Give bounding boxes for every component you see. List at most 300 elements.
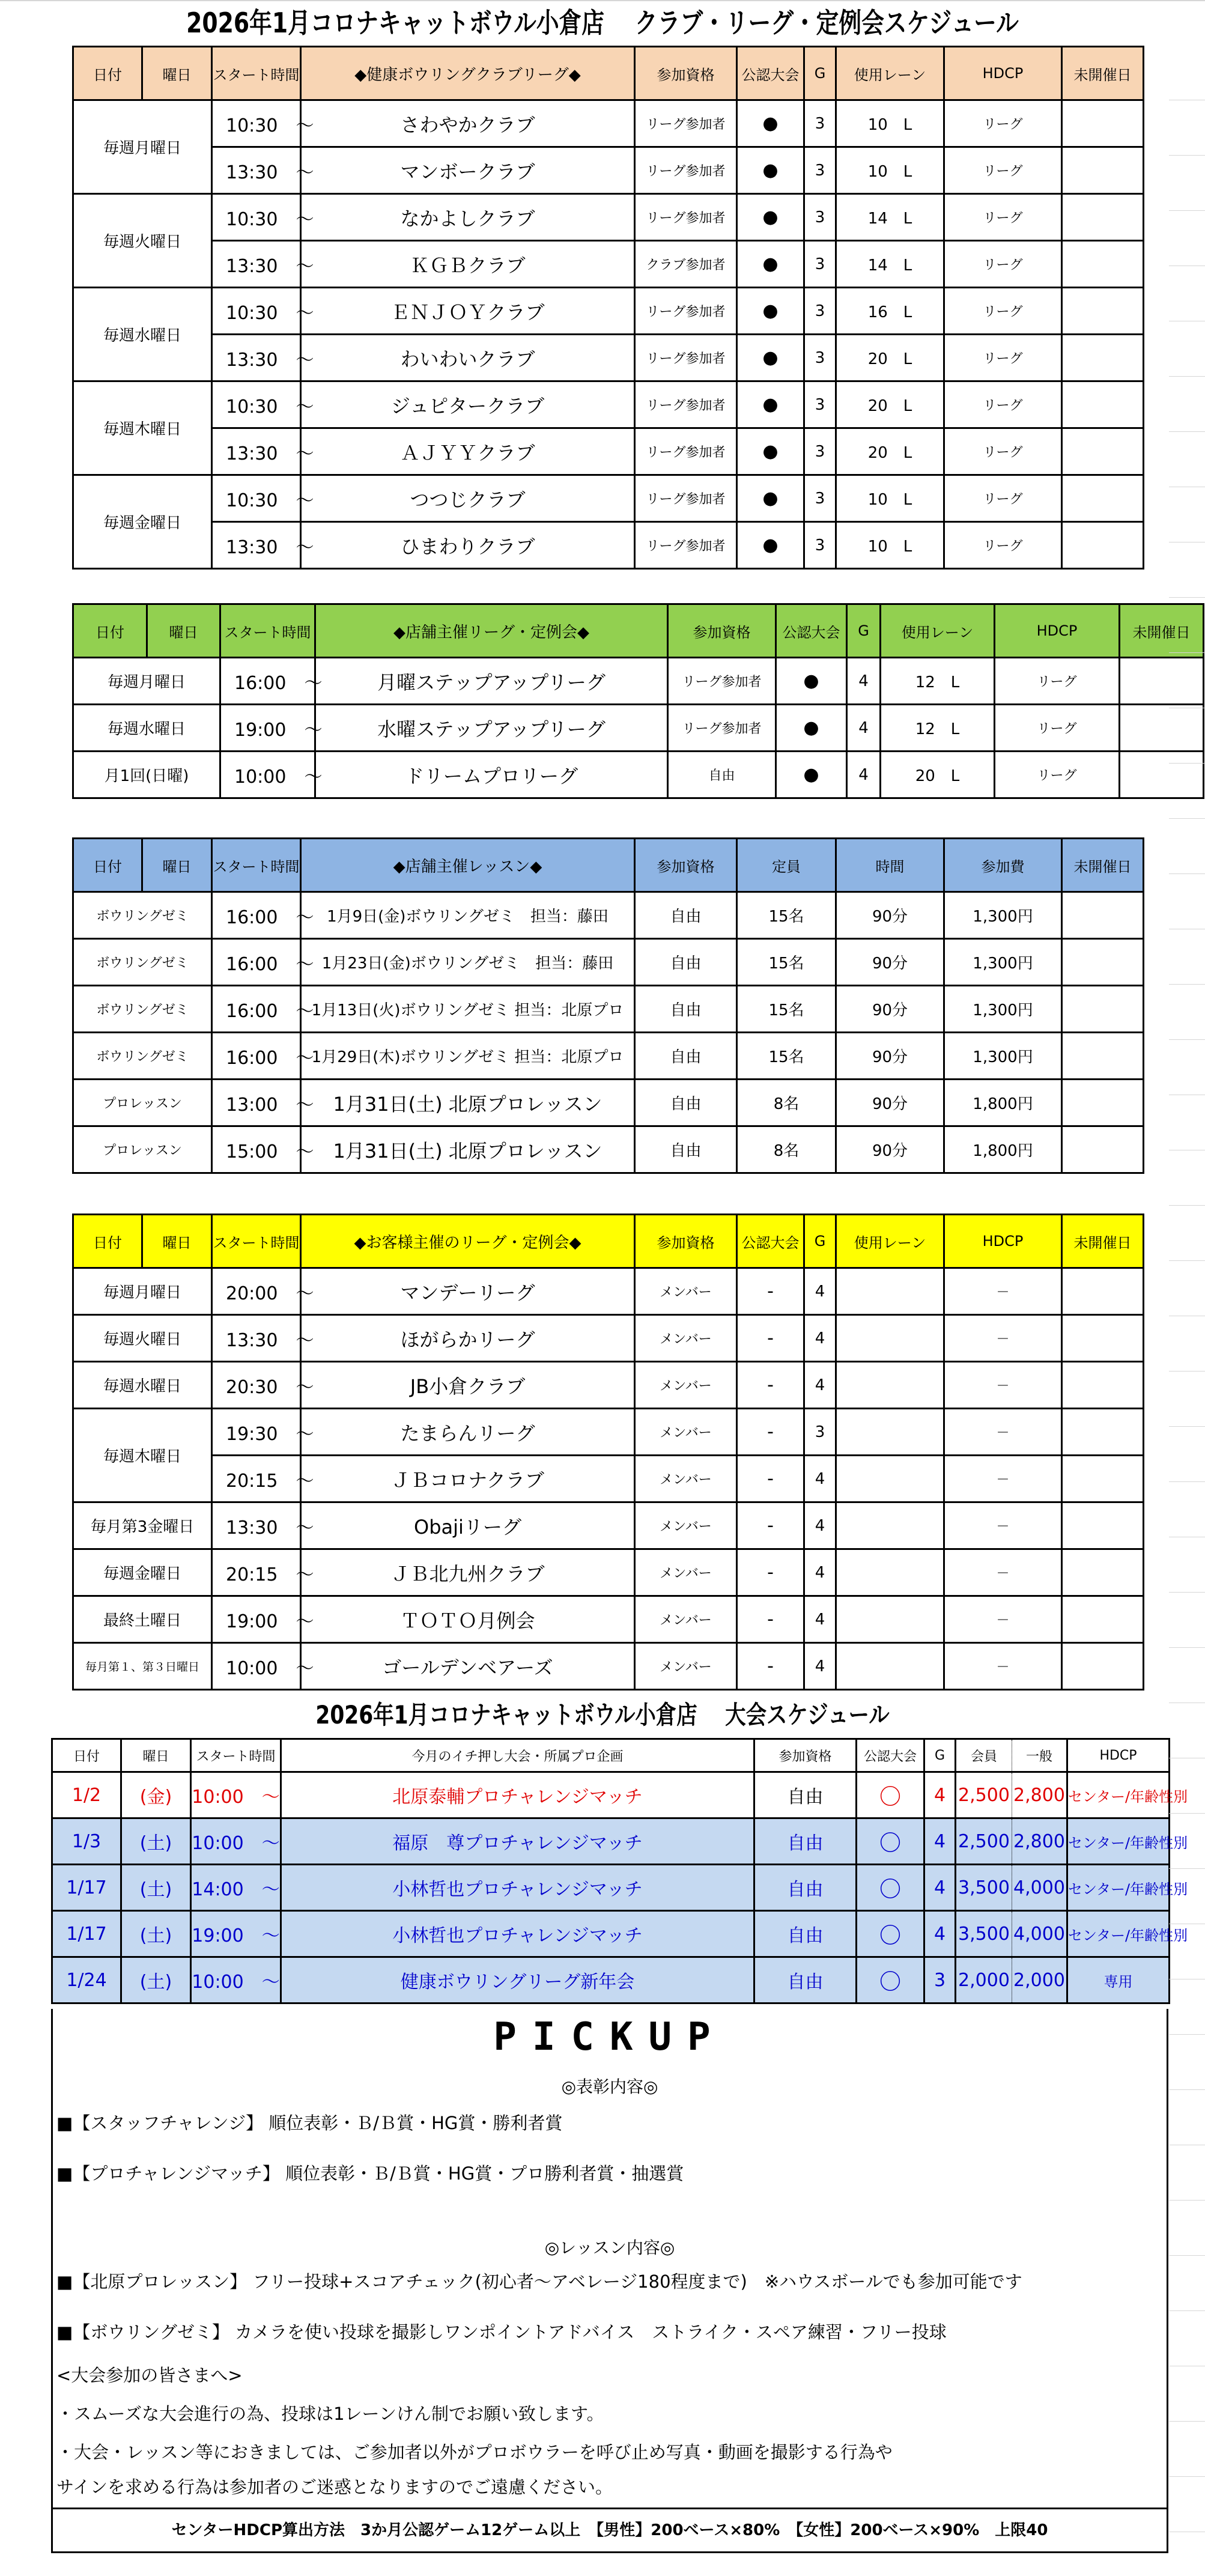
gridline-mark [1169, 1371, 1205, 1372]
customer-league-table [72, 1214, 1144, 1690]
lesson-name: 1月13日(火)ボウリングゼミ 担当：北原プロ [301, 986, 635, 1033]
col-lanes: 使用レーン [881, 604, 995, 658]
unheld-date [1062, 1033, 1144, 1080]
member-fee: 3,500 [956, 1911, 1012, 1957]
col-duration: 時間 [836, 839, 944, 892]
hdcp: リーグ [944, 100, 1062, 147]
hdcp: リーグ [944, 335, 1062, 381]
event-name: 小林哲也プロチャレンジマッチ [281, 1865, 754, 1911]
lesson-name: 1月31日(土) 北原プロレッスン [301, 1080, 635, 1126]
unheld-date [1062, 1409, 1144, 1456]
pickup-title: PICKUP [493, 2015, 726, 2059]
table-row [73, 658, 1204, 705]
club-name: ＡＪＹＹクラブ [301, 428, 635, 475]
unheld-date [1062, 1268, 1144, 1315]
weekday-cell: 毎週木曜日 [73, 1409, 212, 1502]
hdcp: － [944, 1456, 1062, 1502]
games: 3 [804, 475, 836, 522]
start-time: 13:30 ～ [212, 522, 301, 569]
awards-heading: ◎表彰内容◎ [561, 2077, 658, 2097]
section-title: ◆店舗主催レッスン◆ [301, 839, 635, 892]
start-time: 19:00 ～ [220, 705, 315, 752]
league-name: ＪＢコロナクラブ [301, 1456, 635, 1502]
table-row [73, 522, 1144, 569]
table-row [73, 1502, 1144, 1549]
qualification: リーグ参加者 [635, 335, 737, 381]
lanes: 10 L [836, 147, 944, 194]
gridline-mark [1169, 1205, 1205, 1206]
col-hdcp: HDCP [944, 1215, 1062, 1268]
games: 4 [924, 1865, 956, 1911]
start-time: 20:30 ～ [212, 1362, 301, 1409]
start-time: 10:30 ～ [212, 194, 301, 241]
lanes: 12 L [881, 658, 995, 705]
qualification: リーグ参加者 [668, 705, 776, 752]
table-row [73, 428, 1144, 475]
weekday-cell: 毎週水曜日 [73, 705, 220, 752]
duration: 90分 [836, 1080, 944, 1126]
start-time: 13:30 ～ [212, 428, 301, 475]
games: 4 [804, 1596, 836, 1643]
start-time: 13:30 ～ [212, 1502, 301, 1549]
notice-heading: <大会参加の皆さまへ> [56, 2365, 243, 2386]
event-date: 1/24 [52, 1957, 121, 2003]
league-name: たまらんリーグ [301, 1409, 635, 1456]
gridline-mark [1169, 597, 1205, 598]
capacity: 15名 [737, 1033, 836, 1080]
col-games: G [804, 47, 836, 100]
weekday-cell: 毎月第１、第３日曜日 [73, 1643, 212, 1690]
lanes: 20 L [881, 752, 995, 798]
duration: 90分 [836, 892, 944, 939]
hdcp: リーグ [995, 658, 1120, 705]
event-name: 北原泰輔プロチャレンジマッチ [281, 1772, 754, 1818]
col-games: G [804, 1215, 836, 1268]
event-weekday: (土) [121, 1818, 191, 1865]
member-fee: 2,500 [956, 1818, 1012, 1865]
official-mark: 〇 [857, 1957, 924, 2003]
table-row [73, 705, 1204, 752]
start-time: 10:00 ～ [220, 752, 315, 798]
club-name: わいわいクラブ [301, 335, 635, 381]
table-row [73, 147, 1144, 194]
lanes: 12 L [881, 705, 995, 752]
fee: 1,800円 [944, 1126, 1062, 1173]
qualification: 自由 [754, 1911, 857, 1957]
capacity: 15名 [737, 939, 836, 986]
unheld-date [1062, 335, 1144, 381]
table-row [73, 1315, 1144, 1362]
qualification: リーグ参加者 [635, 147, 737, 194]
club-name: ＥＮＪＯＹクラブ [301, 288, 635, 335]
tournament-row [52, 1818, 1170, 1865]
col-date: 日付 [73, 604, 147, 658]
games: 3 [804, 1409, 836, 1456]
tournament-row [52, 1772, 1170, 1818]
games: 4 [924, 1818, 956, 1865]
gridline-mark [1169, 1868, 1205, 1869]
lanes: 10 L [836, 522, 944, 569]
club-name: さわやかクラブ [301, 100, 635, 147]
club-name: ジュピタークラブ [301, 381, 635, 428]
qualification: 自由 [635, 1080, 737, 1126]
general-fee: 2,800 [1012, 1772, 1067, 1818]
hdcp: リーグ [995, 705, 1120, 752]
lanes: 20 L [836, 335, 944, 381]
hdcp: リーグ [995, 752, 1120, 798]
hdcp: リーグ [944, 147, 1062, 194]
qualification: リーグ参加者 [668, 658, 776, 705]
official-mark: ● [776, 752, 847, 798]
fee: 1,300円 [944, 892, 1062, 939]
section-title: ◆店舗主催リーグ・定例会◆ [315, 604, 668, 658]
lesson-name: 1月29日(木)ボウリングゼミ 担当：北原プロ [301, 1033, 635, 1080]
duration: 90分 [836, 1033, 944, 1080]
start-time: 19:00 ～ [212, 1596, 301, 1643]
games: 4 [924, 1772, 956, 1818]
col-hdcp: HDCP [995, 604, 1120, 658]
capacity: 15名 [737, 892, 836, 939]
col-games: G [847, 604, 881, 658]
lanes: 14 L [836, 194, 944, 241]
club-league-table [72, 46, 1144, 570]
hdcp: － [944, 1643, 1062, 1690]
games: 4 [804, 1362, 836, 1409]
league-name: ゴールデンベアーズ [301, 1643, 635, 1690]
hdcp: － [944, 1315, 1062, 1362]
unheld-date [1062, 241, 1144, 288]
col-qualification: 参加資格 [635, 1215, 737, 1268]
col-start-time: スタート時間 [220, 604, 315, 658]
tournament-row [52, 1957, 1170, 2003]
gridline-mark [1169, 763, 1205, 764]
table-row [73, 752, 1204, 798]
official-mark: - [737, 1502, 804, 1549]
col-official: 公認大会 [776, 604, 847, 658]
gridline-mark [1169, 155, 1205, 156]
club-name: ひまわりクラブ [301, 522, 635, 569]
start-time: 16:00 ～ [220, 658, 315, 705]
hdcp-footer: センターHDCP算出方法 3か月公認ゲーム12ゲーム以上 【男性】200ベース×80% 【女性】200ベース×90% 上限40 [53, 2508, 1167, 2551]
start-time: 19:30 ～ [212, 1409, 301, 1456]
gridline-mark [1169, 652, 1205, 653]
games: 4 [804, 1502, 836, 1549]
league-name: ほがらかリーグ [301, 1315, 635, 1362]
col-games: G [924, 1739, 956, 1772]
general-fee: 2,000 [1012, 1957, 1067, 2003]
games: 3 [804, 381, 836, 428]
event-date: 1/17 [52, 1911, 121, 1957]
col-member-fee: 会員 [956, 1739, 1012, 1772]
col-start-time: スタート時間 [212, 839, 301, 892]
games: 3 [924, 1957, 956, 2003]
league-name: Obajiリーグ [301, 1502, 635, 1549]
event-date: 1/3 [52, 1818, 121, 1865]
col-event: 今月のイチ押し大会・所属プロ企画 [281, 1739, 754, 1772]
club-name: なかよしクラブ [301, 194, 635, 241]
official-mark: ● [776, 705, 847, 752]
col-general-fee: 一般 [1012, 1739, 1067, 1772]
official-mark: 〇 [857, 1865, 924, 1911]
gridline-mark [1169, 984, 1205, 985]
qualification: メンバー [635, 1596, 737, 1643]
games: 4 [924, 1911, 956, 1957]
start-time: 10:30 ～ [212, 100, 301, 147]
gridline-mark [1169, 210, 1205, 211]
start-time: 13:30 ～ [212, 335, 301, 381]
games: 3 [804, 428, 836, 475]
lesson-type: ボウリングゼミ [73, 939, 212, 986]
lanes: 14 L [836, 241, 944, 288]
col-unheld: 未開催日 [1062, 1215, 1144, 1268]
games: 4 [847, 752, 881, 798]
start-time: 13:30 ～ [212, 1315, 301, 1362]
qualification: メンバー [635, 1315, 737, 1362]
lesson-type: ボウリングゼミ [73, 1033, 212, 1080]
unheld-date [1062, 1502, 1144, 1549]
table-row [73, 1409, 1144, 1456]
official-mark: - [737, 1643, 804, 1690]
gridline-mark [1169, 376, 1205, 377]
general-fee: 4,000 [1012, 1911, 1067, 1957]
header-row [73, 47, 1144, 100]
col-qualification: 参加資格 [635, 839, 737, 892]
club-name: ＫＧＢクラブ [301, 241, 635, 288]
start-time: 10:00 ～ [191, 1772, 281, 1818]
games: 4 [804, 1643, 836, 1690]
hdcp: － [944, 1362, 1062, 1409]
official-mark: - [737, 1596, 804, 1643]
unheld-date [1062, 1080, 1144, 1126]
col-weekday: 曜日 [142, 1215, 212, 1268]
start-time: 13:00 ～ [212, 1080, 301, 1126]
lanes [836, 1456, 944, 1502]
league-name: マンデーリーグ [301, 1268, 635, 1315]
official-mark: - [737, 1549, 804, 1596]
weekday-cell: 月1回(日曜) [73, 752, 220, 798]
lesson-type: ボウリングゼミ [73, 986, 212, 1033]
gridline-mark [1169, 1481, 1205, 1482]
qualification: メンバー [635, 1409, 737, 1456]
lesson-type: プロレッスン [73, 1080, 212, 1126]
gridline-mark [1169, 2421, 1205, 2422]
official-mark: - [737, 1362, 804, 1409]
gridline-mark [1169, 1039, 1205, 1040]
pickup-box [51, 2009, 1168, 2553]
table-row [73, 335, 1144, 381]
event-weekday: (土) [121, 1911, 191, 1957]
col-weekday: 曜日 [142, 47, 212, 100]
lanes [836, 1268, 944, 1315]
weekday-cell: 毎週月曜日 [73, 100, 212, 194]
event-weekday: (土) [121, 1957, 191, 2003]
hdcp: センター/年齢性別 [1067, 1772, 1170, 1818]
table-row [73, 1126, 1144, 1173]
hdcp: リーグ [944, 428, 1062, 475]
games: 3 [804, 100, 836, 147]
event-weekday: (土) [121, 1865, 191, 1911]
table-row [73, 939, 1144, 986]
qualification: リーグ参加者 [635, 475, 737, 522]
lesson-line: ■【北原プロレッスン】 フリー投球+スコアチェック(初心者～アベレージ180程度まで) ※ハウスボールでも参加可能です [56, 2271, 1022, 2292]
qualification: リーグ参加者 [635, 100, 737, 147]
league-name: ＪＢ北九州クラブ [301, 1549, 635, 1596]
lanes [836, 1409, 944, 1456]
header-row [73, 839, 1144, 892]
official-mark: - [737, 1409, 804, 1456]
table-row [73, 100, 1144, 147]
start-time: 20:15 ～ [212, 1456, 301, 1502]
notice-line: ・スムーズな大会進行の為、投球は1レーンけん制でお願い致します。 [56, 2404, 604, 2424]
lesson-line: ■【ボウリングゼミ】 カメラを使い投球を撮影しワンポイントアドバイス ストライク・スペア練習・フリー投球 [56, 2322, 947, 2342]
unheld-date [1062, 939, 1144, 986]
games: 3 [804, 288, 836, 335]
table-row [73, 892, 1144, 939]
official-mark: ● [776, 658, 847, 705]
games: 4 [847, 658, 881, 705]
unheld-date [1062, 288, 1144, 335]
capacity: 8名 [737, 1126, 836, 1173]
duration: 90分 [836, 986, 944, 1033]
start-time: 10:00 ～ [191, 1818, 281, 1865]
col-lanes: 使用レーン [836, 1215, 944, 1268]
duration: 90分 [836, 1126, 944, 1173]
hdcp: － [944, 1502, 1062, 1549]
official-mark: - [737, 1456, 804, 1502]
start-time: 16:00 ～ [212, 892, 301, 939]
lanes: 20 L [836, 428, 944, 475]
start-time: 16:00 ～ [212, 939, 301, 986]
unheld-date [1120, 705, 1204, 752]
hdcp: センター/年齢性別 [1067, 1865, 1170, 1911]
table-row [73, 194, 1144, 241]
start-time: 10:30 ～ [212, 288, 301, 335]
table-row [73, 1643, 1144, 1690]
official-mark: ● [737, 522, 804, 569]
table-row [73, 1456, 1144, 1502]
start-time: 13:30 ～ [212, 147, 301, 194]
weekday-cell: 毎週木曜日 [73, 381, 212, 475]
col-unheld: 未開催日 [1062, 47, 1144, 100]
official-mark: ● [737, 428, 804, 475]
weekday-cell: 毎週水曜日 [73, 288, 212, 381]
qualification: 自由 [754, 1818, 857, 1865]
col-hdcp: HDCP [944, 47, 1062, 100]
col-unheld: 未開催日 [1062, 839, 1144, 892]
col-official: 公認大会 [737, 47, 804, 100]
start-time: 13:30 ～ [212, 241, 301, 288]
lanes: 10 L [836, 475, 944, 522]
hdcp: リーグ [944, 475, 1062, 522]
lesson-name: 1月9日(金)ボウリングゼミ 担当：藤田 [301, 892, 635, 939]
weekday-cell: 毎月第3金曜日 [73, 1502, 212, 1549]
official-mark: ● [737, 100, 804, 147]
weekday-cell: 毎週金曜日 [73, 475, 212, 569]
event-name: 健康ボウリングリーグ新年会 [281, 1957, 754, 2003]
hdcp: － [944, 1268, 1062, 1315]
event-date: 1/2 [52, 1772, 121, 1818]
weekday-cell: 毎週月曜日 [73, 658, 220, 705]
weekday-cell: 毎週火曜日 [73, 1315, 212, 1362]
start-time: 19:00 ～ [191, 1911, 281, 1957]
official-mark: 〇 [857, 1911, 924, 1957]
games: 3 [804, 335, 836, 381]
qualification: リーグ参加者 [635, 428, 737, 475]
member-fee: 2,500 [956, 1772, 1012, 1818]
table-row [73, 241, 1144, 288]
qualification: 自由 [635, 892, 737, 939]
unheld-date [1062, 475, 1144, 522]
weekday-cell: 最終土曜日 [73, 1596, 212, 1643]
general-fee: 2,800 [1012, 1818, 1067, 1865]
games: 3 [804, 241, 836, 288]
official-mark: ● [737, 147, 804, 194]
capacity: 15名 [737, 986, 836, 1033]
capacity: 8名 [737, 1080, 836, 1126]
unheld-date [1062, 1643, 1144, 1690]
tournament-row [52, 1911, 1170, 1957]
col-weekday: 曜日 [142, 839, 212, 892]
games: 4 [804, 1268, 836, 1315]
gridline-mark [1169, 2089, 1205, 2090]
table-row [73, 1549, 1144, 1596]
col-date: 日付 [73, 839, 142, 892]
table-row [73, 1268, 1144, 1315]
table-row [73, 381, 1144, 428]
gridline-mark [1169, 1592, 1205, 1593]
league-name: ＴＯＴＯ月例会 [301, 1596, 635, 1643]
unheld-date [1062, 147, 1144, 194]
fee: 1,300円 [944, 1033, 1062, 1080]
official-mark: ● [737, 241, 804, 288]
col-qualification: 参加資格 [668, 604, 776, 658]
qualification: メンバー [635, 1456, 737, 1502]
qualification: 自由 [635, 986, 737, 1033]
fee: 1,300円 [944, 986, 1062, 1033]
start-time: 16:00 ～ [212, 1033, 301, 1080]
qualification: メンバー [635, 1502, 737, 1549]
col-weekday: 曜日 [147, 604, 220, 658]
qualification: メンバー [635, 1362, 737, 1409]
start-time: 20:00 ～ [212, 1268, 301, 1315]
table-row [73, 1080, 1144, 1126]
start-time: 10:30 ～ [212, 381, 301, 428]
games: 3 [804, 194, 836, 241]
table-row [73, 475, 1144, 522]
lessons-table [72, 837, 1144, 1174]
weekday-cell: 毎週金曜日 [73, 1549, 212, 1596]
qualification: リーグ参加者 [635, 194, 737, 241]
hdcp: リーグ [944, 241, 1062, 288]
qualification: リーグ参加者 [635, 381, 737, 428]
gridline-mark [1169, 2255, 1205, 2256]
hdcp: リーグ [944, 522, 1062, 569]
unheld-date [1062, 1549, 1144, 1596]
table-row [73, 986, 1144, 1033]
lanes [836, 1643, 944, 1690]
col-start-time: スタート時間 [212, 47, 301, 100]
unheld-date [1062, 892, 1144, 939]
start-time: 14:00 ～ [191, 1865, 281, 1911]
lanes [836, 1502, 944, 1549]
lanes: 10 L [836, 100, 944, 147]
col-weekday: 曜日 [121, 1739, 191, 1772]
qualification: リーグ参加者 [635, 288, 737, 335]
start-time: 16:00 ～ [212, 986, 301, 1033]
unheld-date [1062, 100, 1144, 147]
award-line: ■【スタッフチャレンジ】 順位表彰・Ｂ/Ｂ賞・HG賞・勝利者賞 [56, 2113, 563, 2133]
header-row [73, 1215, 1144, 1268]
